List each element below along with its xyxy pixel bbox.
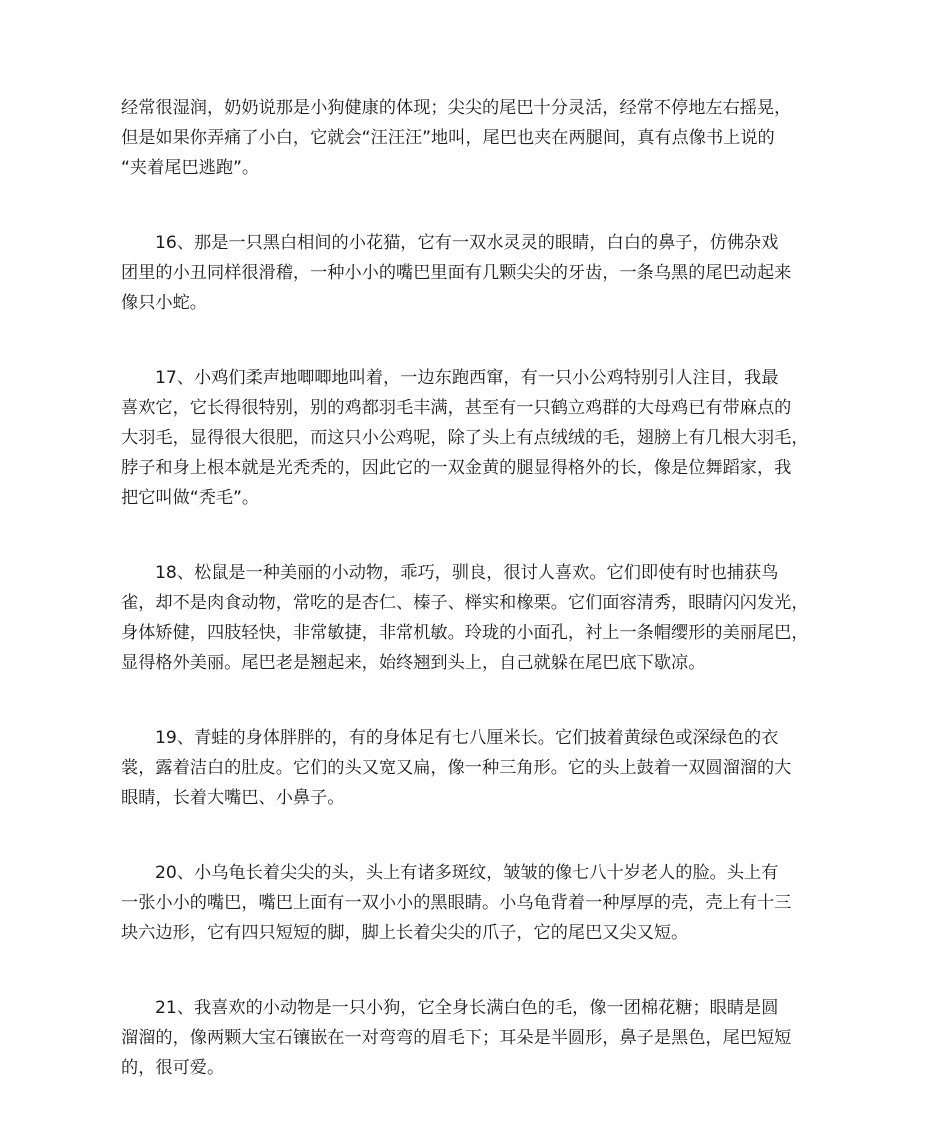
text-line: 雀，却不是肉食动物，常吃的是杏仁、榛子、榉实和橡栗。它们面容清秀，眼睛闪闪发光， xyxy=(121,593,809,613)
text-line: 块六边形，它有四只短短的脚，脚上长着尖尖的爪子，它的尾巴又尖又短。 xyxy=(121,923,689,943)
text-line: 眼睛，长着大嘴巴、小鼻子。 xyxy=(121,788,345,808)
paragraph-16 xyxy=(121,228,833,318)
paragraph-18 xyxy=(121,558,833,678)
text-line: 18、松鼠是一种美丽的小动物，乖巧，驯良，很讨人喜欢。它们即使有时也捕获鸟 xyxy=(155,563,779,583)
paragraph-20 xyxy=(121,858,833,948)
text-line: 显得格外美丽。尾巴老是翘起来，始终翘到头上，自己就躲在尾巴底下歇凉。 xyxy=(121,653,706,673)
text-line: 21、我喜欢的小动物是一只小狗，它全身长满白色的毛，像一团棉花糖；眼睛是圆 xyxy=(155,998,779,1018)
text-line: 大羽毛，显得很大很肥，而这只小公鸡呢，除了头上有点绒绒的毛，翅膀上有几根大羽毛， xyxy=(121,428,809,448)
text-line: 经常很湿润，奶奶说那是小狗健康的体现；尖尖的尾巴十分灵活，经常不停地左右摇晃， xyxy=(121,98,792,118)
text-line: 的，很可爱。 xyxy=(121,1058,225,1078)
text-line: 17、小鸡们柔声地唧唧地叫着，一边东跑西窜，有一只小公鸡特别引人注目，我最 xyxy=(155,368,779,388)
text-line: 20、小乌龟长着尖尖的头，头上有诸多斑纹，皱皱的像七八十岁老人的脸。头上有 xyxy=(155,863,779,883)
text-line: 16、那是一只黑白相间的小花猫，它有一双水灵灵的眼睛，白白的鼻子，仿佛杂戏 xyxy=(155,233,779,253)
text-line: 一张小小的嘴巴，嘴巴上面有一双小小的黑眼睛。小乌龟背着一种厚厚的壳，壳上有十三 xyxy=(121,893,792,913)
paragraph-continued xyxy=(121,93,833,183)
text-line: 身体矫健，四肢轻快，非常敏捷，非常机敏。玲珑的小面孔，衬上一条帽缨形的美丽尾巴， xyxy=(121,623,809,643)
text-line: 但是如果你弄痛了小白，它就会“汪汪汪”地叫，尾巴也夹在两腿间，真有点像书上说的 xyxy=(121,128,775,148)
text-line: 裳，露着洁白的肚皮。它们的头又宽又扁，像一种三角形。它的头上鼓着一双圆溜溜的大 xyxy=(121,758,792,778)
text-line: 团里的小丑同样很滑稽，一种小小的嘴巴里面有几颗尖尖的牙齿，一条乌黑的尾巴动起来 xyxy=(121,263,792,283)
text-line: 喜欢它，它长得很特别，别的鸡都羽毛丰满，甚至有一只鹤立鸡群的大母鸡已有带麻点的 xyxy=(121,398,792,418)
text-line: 溜溜的，像两颗大宝石镶嵌在一对弯弯的眉毛下；耳朵是半圆形，鼻子是黑色，尾巴短短 xyxy=(121,1028,792,1048)
paragraph-17 xyxy=(121,363,833,513)
text-line: 脖子和身上根本就是光秃秃的，因此它的一双金黄的腿显得格外的长，像是位舞蹈家，我 xyxy=(121,458,792,478)
paragraph-21 xyxy=(121,993,833,1083)
text-line: 19、青蛙的身体胖胖的，有的身体足有七八厘米长。它们披着黄绿色或深绿色的衣 xyxy=(155,728,779,748)
document-body xyxy=(121,93,833,1128)
paragraph-19 xyxy=(121,723,833,813)
text-line: 像只小蛇。 xyxy=(121,293,207,313)
text-line: 把它叫做“秃毛”。 xyxy=(121,488,260,508)
text-line: “夹着尾巴逃跑”。 xyxy=(121,158,260,178)
